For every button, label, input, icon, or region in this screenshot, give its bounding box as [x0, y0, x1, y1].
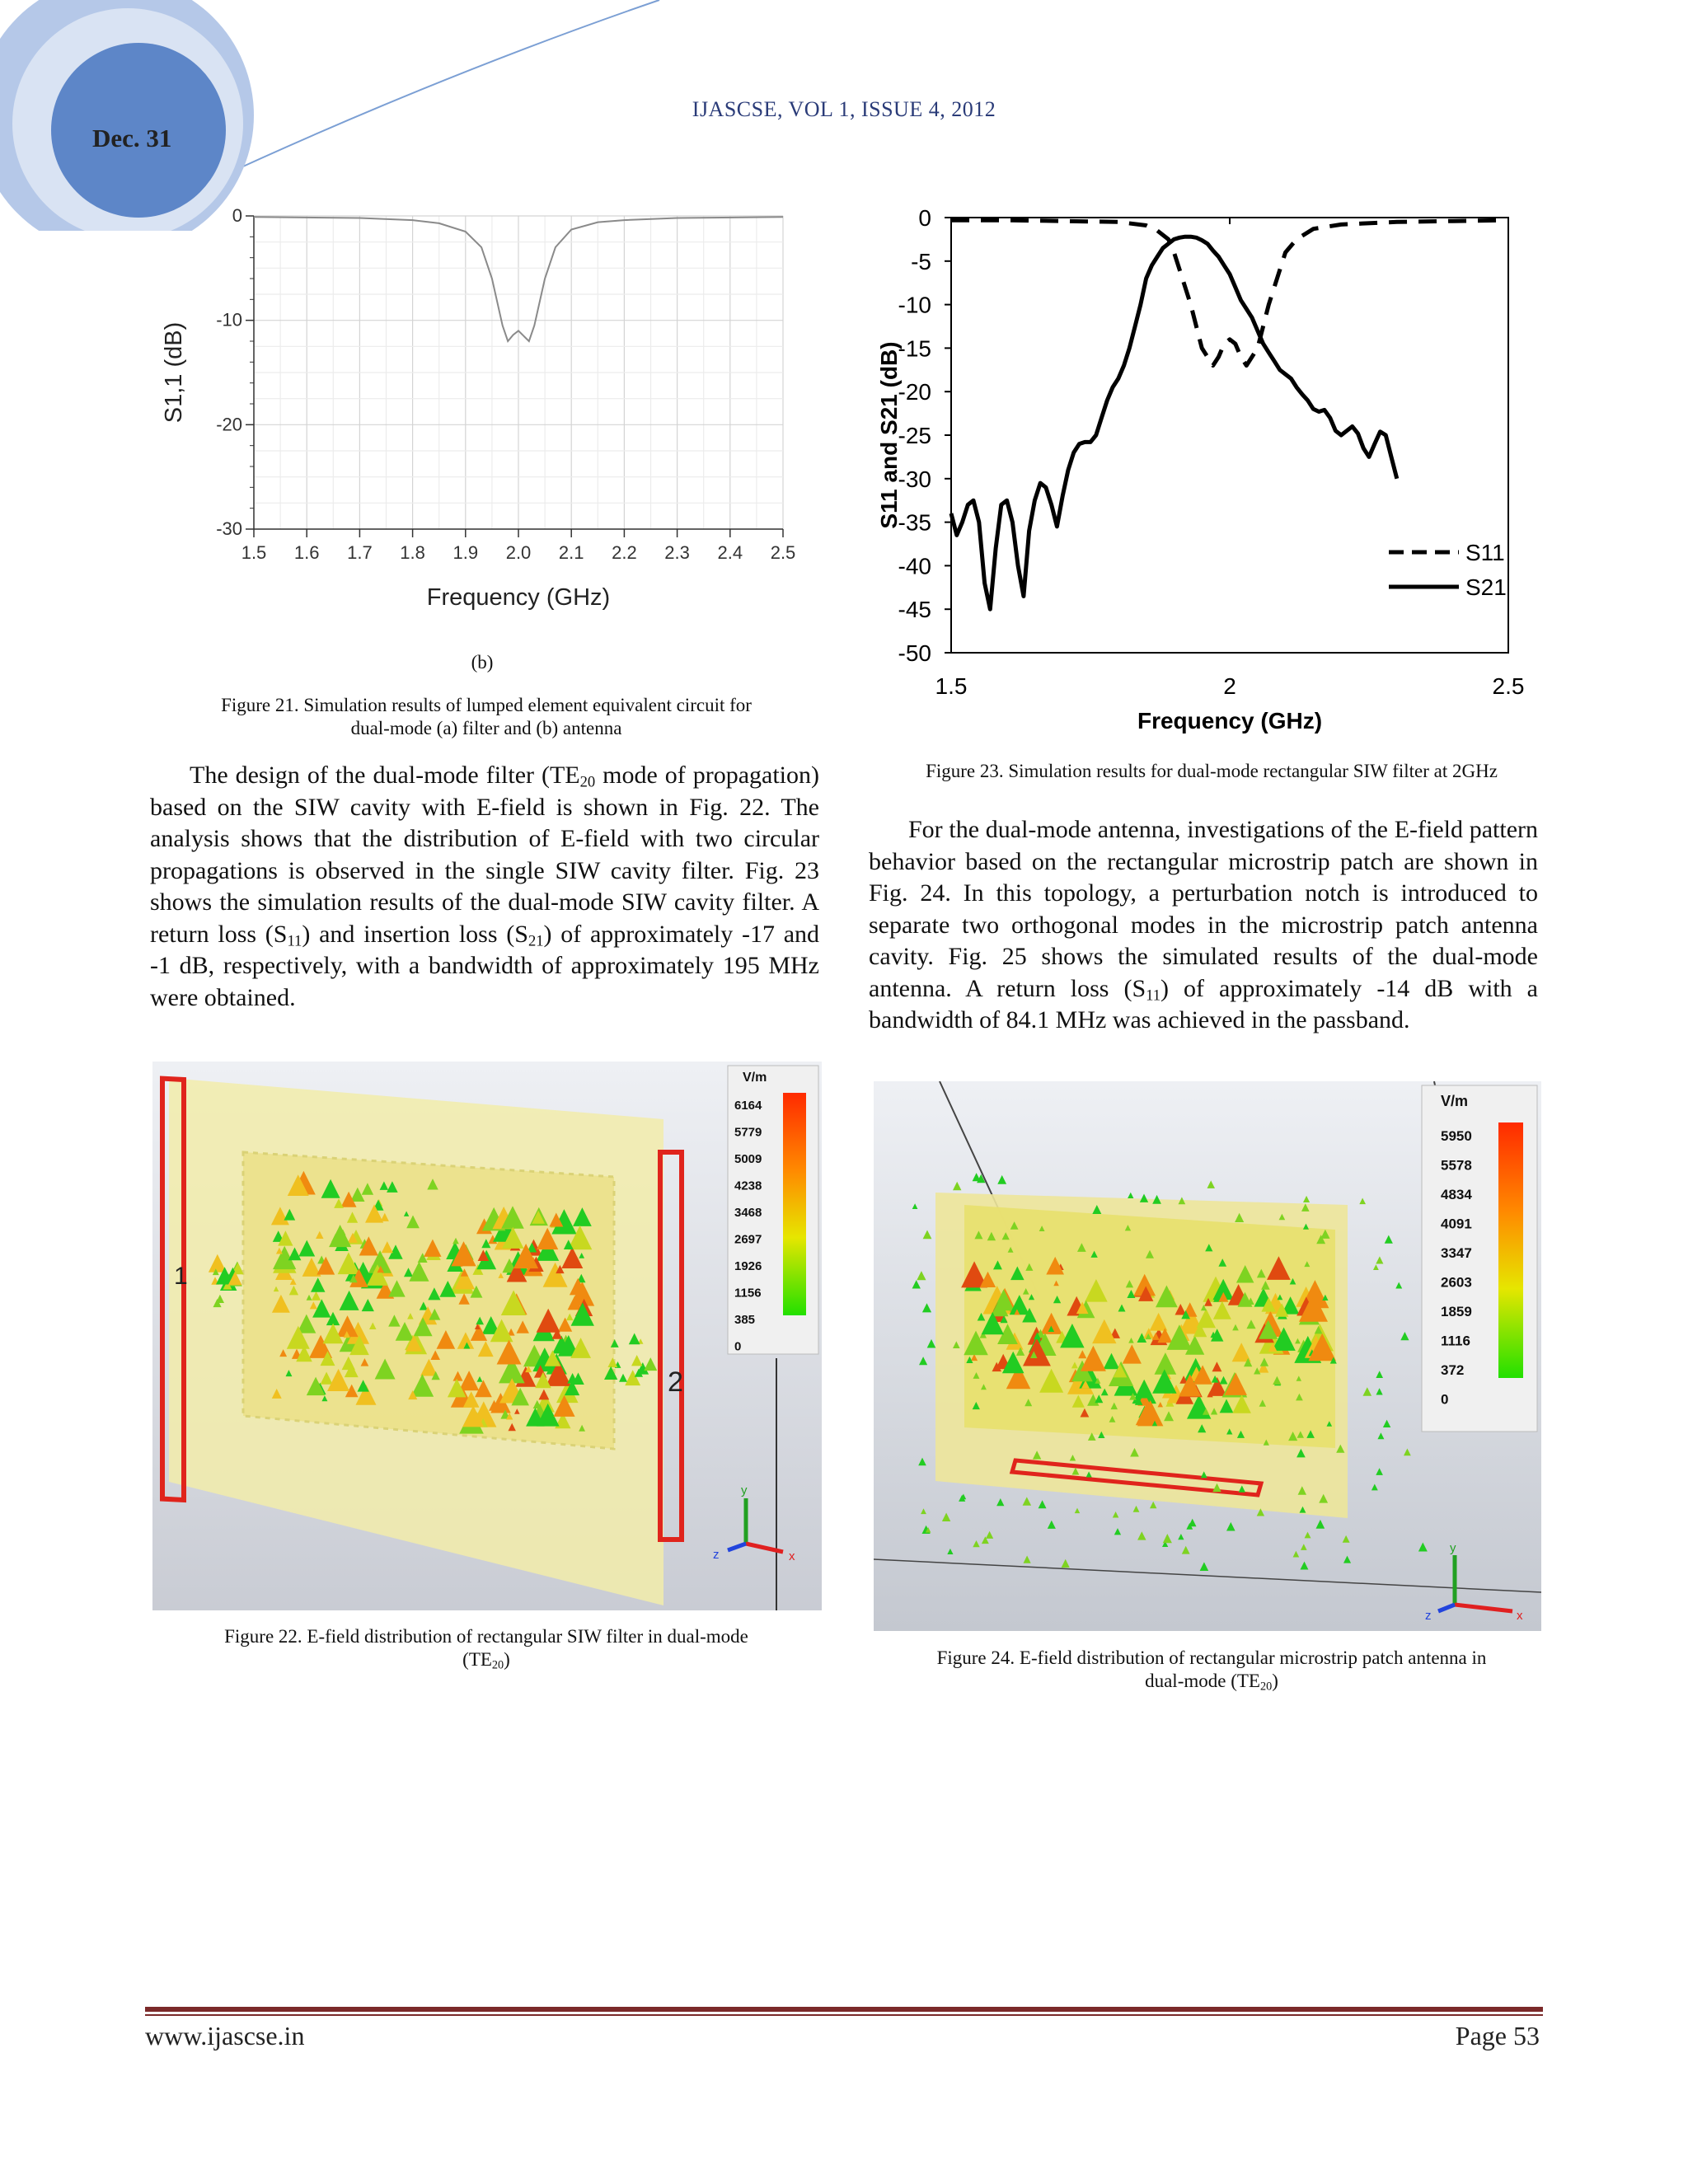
figure-22-caption [140, 1625, 832, 1671]
figure-23-chart [874, 198, 1533, 742]
axis-y-label-24: y [1450, 1541, 1456, 1555]
y-tick-label: -40 [898, 553, 931, 579]
y-tick-label: -15 [898, 335, 931, 362]
port-2-label: 2 [668, 1366, 683, 1398]
footer-rule-thin [145, 2014, 1543, 2016]
x-tick-label: 1.5 [935, 673, 968, 699]
issue-date: Dec. 31 [92, 124, 172, 152]
x-tick-label: 1.8 [400, 542, 425, 563]
right-paragraph [869, 814, 1538, 1037]
y-tick-label: -10 [216, 309, 242, 330]
x-tick-label: 1.6 [293, 542, 320, 563]
figure-24-caption-te: dual-mode (TE [1145, 1671, 1260, 1691]
figure-21b-sublabel: (b) [471, 652, 494, 673]
y-tick-label: -25 [898, 423, 931, 448]
legend-22-unit: V/m [743, 1071, 767, 1085]
legend-value: 3468 [734, 1206, 762, 1220]
y-tick-label: -35 [898, 509, 931, 536]
y-tick-label: -30 [898, 466, 931, 492]
y-tick-label: -20 [898, 379, 931, 405]
x-tick-label: 2 [1223, 673, 1236, 699]
legend-value: 0 [734, 1339, 742, 1354]
figure-22-caption-sub: 20 [491, 1658, 504, 1672]
figure-21b-chart [148, 198, 832, 643]
legend-value: 2603 [1441, 1274, 1472, 1291]
y-tick-label: 0 [918, 205, 931, 231]
legend-24-scale [1498, 1122, 1523, 1378]
legend-value: 4091 [1441, 1216, 1472, 1232]
x-tick-label: 1.7 [347, 542, 373, 563]
figure-21-caption-line2: dual-mode (a) filter and (b) antenna [350, 718, 622, 738]
figure-24-caption-close: ) [1272, 1671, 1278, 1691]
x-tick-label: 2.2 [612, 542, 637, 563]
figure-24-efield-image [874, 1081, 1541, 1631]
legend-24-unit: V/m [1441, 1093, 1469, 1109]
legend-value: 5578 [1441, 1157, 1472, 1174]
legend-value: 5009 [734, 1152, 762, 1166]
x-tick-label: 1.5 [241, 542, 267, 563]
left-paragraph-text-1: The design of the dual-mode filter (TE [190, 762, 580, 789]
y-tick-label: 0 [232, 205, 242, 226]
legend-value: 5950 [1441, 1128, 1472, 1144]
y-tick-label: -45 [898, 597, 931, 623]
legend-value: 1156 [734, 1286, 762, 1301]
x-tick-label: 2.5 [770, 542, 796, 563]
figure-23-caption: Figure 23. Simulation results for dual-mode rectangular SIW filter at 2GHz [926, 761, 1498, 781]
series-s21-line [951, 237, 1397, 609]
legend-22-scale [783, 1093, 806, 1315]
x-axis-label: Frequency (GHz) [1137, 708, 1323, 733]
legend-value: 3347 [1441, 1245, 1472, 1261]
axis-z-label-24: z [1425, 1609, 1432, 1623]
y-tick-label: -5 [911, 248, 931, 274]
y-tick-label: -30 [216, 518, 242, 539]
legend-value: 372 [1441, 1362, 1465, 1378]
right-paragraph-sub-1: 11 [1146, 987, 1161, 1005]
legend-value: 0 [1441, 1391, 1449, 1408]
figure-22-efield-image [152, 1062, 822, 1610]
left-paragraph-text-3: ) and insertion loss (S [302, 920, 528, 948]
left-paragraph-text-2: mode of propagation) based on the SIW cavity with E-field is shown in Fig. 22. The analysis shows that the distribution of E-field with two circular propagations is observed in the single SIW cavity filter. Fig. 23 shows the simulation results of the dual-mode SIW cavity filter. A return loss (S [150, 762, 820, 948]
axis-x-label-22: x [789, 1549, 795, 1563]
legend-value: 1859 [1441, 1304, 1472, 1319]
journal-header: IJASCSE, VOL 1, ISSUE 4, 2012 [692, 97, 996, 121]
y-tick-label: -10 [898, 292, 931, 318]
legend-s21-label: S21 [1465, 574, 1507, 600]
y-tick-label: -50 [898, 640, 931, 666]
footer-page-number: Page 53 [1455, 2021, 1540, 2050]
legend-value: 4834 [1441, 1187, 1472, 1202]
figure-24-caption-line2 [865, 1670, 1558, 1693]
x-tick-label: 2.0 [505, 542, 532, 563]
left-paragraph-sub-1: 20 [579, 773, 596, 791]
legend-value: 1116 [1441, 1333, 1470, 1349]
x-tick-label: 2.4 [717, 542, 743, 563]
footer-website[interactable]: www.ijascse.in [145, 2021, 305, 2050]
left-paragraph-text-4: ) of approximately -17 and -1 dB, respectively, with a bandwidth of approximately 195 MHz were obtained. [150, 920, 820, 1011]
footer-rule [145, 2007, 1543, 2012]
figure-22-caption-te: (TE [462, 1649, 492, 1670]
right-paragraph-text-1: For the dual-mode antenna, investigations of the E-field pattern behavior based on the rectangular microstrip patch are shown in Fig. 24. In this topology, a perturbation notch is introduced to separate two orthogonal modes in the microstrip patch antenna cavity. Fig. 25 shows the simulated results of the dual-mode antenna. A return loss (S [869, 816, 1538, 1002]
y-axis-label: S11 and S21 (dB) [876, 341, 902, 529]
left-paragraph-sub-3: 21 [528, 932, 544, 950]
x-tick-label: 2.5 [1492, 673, 1525, 699]
port-1-label: 1 [174, 1263, 188, 1290]
figure-24-caption-line1: Figure 24. E-field distribution of rectangular microstrip patch antenna in [936, 1647, 1487, 1668]
figure-22-caption-line1: Figure 22. E-field distribution of rectangular SIW filter in dual-mode [224, 1626, 748, 1647]
x-tick-label: 2.3 [664, 542, 690, 563]
x-tick-label: 2.1 [558, 542, 584, 563]
figure-21-caption [140, 694, 832, 740]
figure-21-caption-line1: Figure 21. Simulation results of lumped element equivalent circuit for [221, 695, 752, 715]
legend-s11-label: S11 [1465, 540, 1505, 565]
axis-y-label-22: y [741, 1483, 748, 1497]
axis-z-label-22: z [713, 1548, 720, 1562]
x-axis-label: Frequency (GHz) [426, 584, 611, 611]
legend-value: 1926 [734, 1259, 762, 1273]
figure-24-caption [865, 1647, 1558, 1693]
y-axis-label: S1,1 (dB) [161, 321, 187, 424]
siw-cavity [243, 1152, 614, 1449]
series-s11-line [951, 220, 1508, 365]
legend-value: 385 [734, 1313, 756, 1327]
left-paragraph [150, 760, 819, 1014]
left-paragraph-sub-2: 11 [287, 932, 302, 950]
figure-24-caption-sub: 20 [1259, 1680, 1273, 1694]
axis-x-label-24: x [1517, 1609, 1523, 1623]
legend-value: 5779 [734, 1125, 762, 1140]
figure-22-caption-line2 [140, 1648, 832, 1671]
legend-value: 6164 [734, 1099, 762, 1113]
legend-value: 4238 [734, 1179, 762, 1193]
right-paragraph-text-2: ) of approximately -14 dB with a bandwidth of 84.1 MHz was achieved in the passband. [869, 974, 1538, 1033]
x-tick-label: 1.9 [452, 542, 479, 563]
legend-value: 2697 [734, 1232, 762, 1247]
y-tick-label: -20 [216, 414, 242, 435]
figure-22-caption-close: ) [504, 1649, 510, 1670]
